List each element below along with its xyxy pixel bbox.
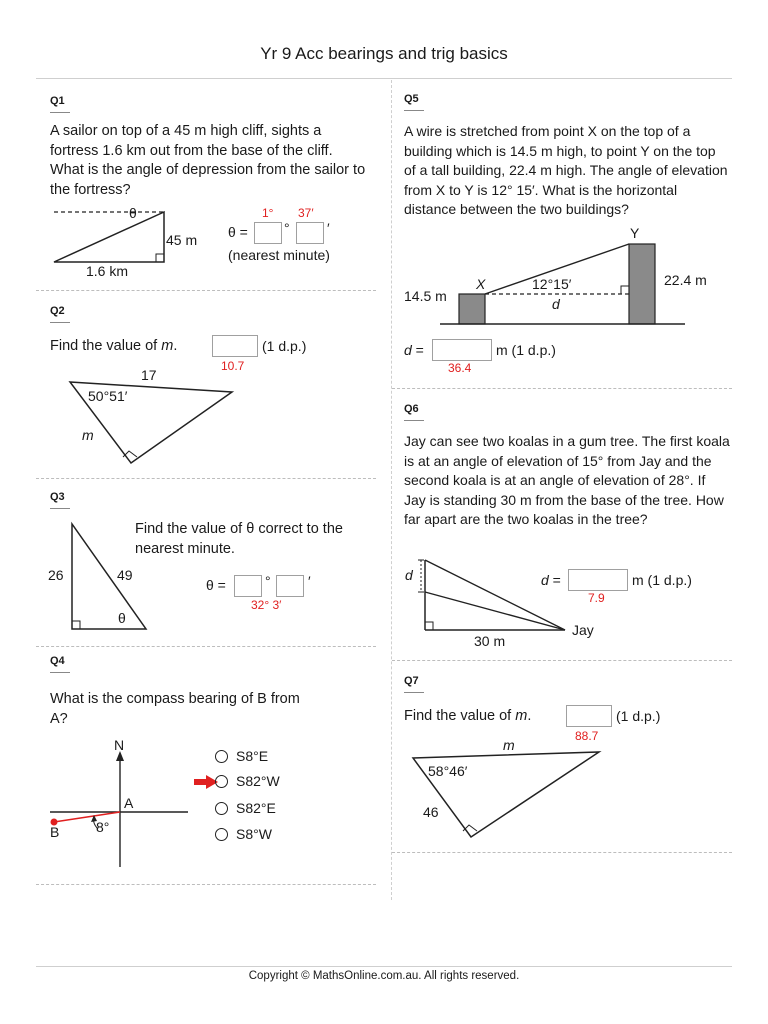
q5-label: Q5 <box>404 93 419 105</box>
q3-label: Q3 <box>50 491 65 503</box>
q5-height-left-label: 14.5 m <box>404 288 447 304</box>
q7-answer-input[interactable] <box>566 705 612 727</box>
q1-degrees-input[interactable] <box>254 222 282 244</box>
q2-label: Q2 <box>50 305 65 317</box>
q5-label-underline <box>404 110 424 111</box>
q7-side-m: m <box>503 737 515 753</box>
q7-angle-label: 58°46′ <box>428 763 468 779</box>
q1-separator <box>36 290 376 291</box>
q7-answer: 88.7 <box>575 729 599 743</box>
q1-question-text: A sailor on top of a 45 m high cliff, sights a fortress 1.6 km out from the base of the cliff. What is the angle of depression from the sailor to the fortress? <box>50 123 366 198</box>
q3-minute-symbol: ′ <box>308 573 311 589</box>
q1-theta-equals: θ = <box>228 224 248 240</box>
q3-theta-label: θ <box>118 610 126 626</box>
q2-prompt <box>50 338 177 354</box>
q5-d-equals: d = <box>404 342 424 358</box>
q1-label-underline <box>50 112 70 113</box>
q5-point-x-label: X <box>476 276 486 292</box>
q2-prompt-dot: . <box>173 338 178 354</box>
copyright-footer: Copyright © MathsOnline.com.au. All rights reserved. <box>248 970 520 982</box>
footer-divider <box>36 966 732 967</box>
q1-answer-degrees: 1° <box>262 206 274 220</box>
q1-theta-label: θ <box>129 205 137 221</box>
q6-answer-input[interactable] <box>568 569 628 591</box>
q4-option-radio-1[interactable] <box>215 750 228 763</box>
q4-separator <box>36 884 376 885</box>
q7-label-underline <box>404 692 424 693</box>
q3-side-49: 49 <box>117 567 133 583</box>
q5-point-y-label: Y <box>630 225 640 241</box>
q3-answer: 32° 3′ <box>251 598 282 612</box>
q6-question-text: Jay can see two koalas in a gum tree. The first koala is at an angle of elevation of 15° from Jay and the second koala is at an angle of elevation of 28°. If Jay is standing 30 m from the base of the tree. How far apart are the two koalas in the tree? <box>404 433 730 528</box>
q1-triangle-figure <box>50 205 180 265</box>
q4-option-label-1[interactable]: S8°E <box>236 748 269 764</box>
q3-degree-symbol: ° <box>265 573 271 589</box>
q4-option-label-3[interactable]: S82°E <box>236 800 276 816</box>
q1-rounding-note: (nearest minute) <box>228 247 330 263</box>
q5-angle-label: 12°15′ <box>532 276 572 292</box>
q3-separator <box>36 646 376 647</box>
q2-answer: 10.7 <box>221 359 245 373</box>
q5-separator <box>392 388 732 389</box>
q2-rounding-note: (1 d.p.) <box>262 338 307 354</box>
q5-question-text: A wire is stretched from point X on the top of a building which is 14.5 m high, to point Y on the top of a tall building, 22.4 m high. The angle of elevation from X to Y is 12° 15′. What is the horizontal distance between the two buildings? <box>404 123 728 218</box>
column-divider <box>391 80 392 900</box>
q6-d-symbol: d <box>541 572 549 588</box>
q2-prompt-text: Find the value of <box>50 338 158 354</box>
q1-label: Q1 <box>50 95 65 107</box>
q1-height-label: 45 m <box>166 232 198 248</box>
q7-prompt-dot: . <box>527 708 532 724</box>
q4-option-radio-2[interactable] <box>215 775 228 788</box>
q6-separator <box>392 660 732 661</box>
q5-answer: 36.4 <box>448 361 472 375</box>
q1-minute-symbol: ′ <box>327 220 330 236</box>
q3-theta-equals: θ = <box>206 577 226 593</box>
q3-side-26: 26 <box>48 567 64 583</box>
q4-option-radio-4[interactable] <box>215 828 228 841</box>
q2-label-underline <box>50 322 70 323</box>
q3-question-text: Find the value of θ correct to the nearest minute. <box>135 521 343 557</box>
q2-answer-input[interactable] <box>212 335 258 357</box>
q4-compass-figure <box>40 745 200 875</box>
q4-option-radio-3[interactable] <box>215 802 228 815</box>
q4-option-label-2[interactable]: S82°W <box>236 773 280 789</box>
q4-point-a-label: A <box>124 795 134 811</box>
q6-base-label: 30 m <box>474 633 506 649</box>
q7-variable: m <box>515 708 528 724</box>
q4-label-underline <box>50 672 70 673</box>
q4-angle-label: 8° <box>96 819 110 835</box>
q2-side-17: 17 <box>141 367 157 383</box>
q7-prompt <box>404 708 531 724</box>
q5-unit-note: m (1 d.p.) <box>496 342 556 358</box>
q7-prompt-text: Find the value of <box>404 708 512 724</box>
q3-degrees-input[interactable] <box>234 575 262 597</box>
q4-label: Q4 <box>50 655 65 667</box>
q2-triangle-figure <box>60 372 240 472</box>
q6-jay-label: Jay <box>572 622 594 638</box>
q2-side-m: m <box>82 427 94 443</box>
q6-koala-figure <box>415 556 575 636</box>
q6-answer: 7.9 <box>588 591 605 605</box>
q6-d-equals: d = <box>541 572 561 588</box>
q7-rounding-note: (1 d.p.) <box>616 708 661 724</box>
q5-d-symbol: d <box>404 342 412 358</box>
q4-point-b-label: B <box>50 824 60 840</box>
q6-label: Q6 <box>404 403 419 415</box>
q4-option-label-4[interactable]: S8°W <box>236 826 272 842</box>
q1-minutes-input[interactable] <box>296 222 324 244</box>
q6-unit-note: m (1 d.p.) <box>632 572 692 588</box>
q2-separator <box>36 478 376 479</box>
title-divider <box>36 78 732 79</box>
q6-d-label: d <box>405 567 413 583</box>
q7-separator <box>392 852 732 853</box>
q1-base-label: 1.6 km <box>86 263 129 279</box>
q7-side-46: 46 <box>423 804 439 820</box>
q7-label: Q7 <box>404 675 419 687</box>
q2-variable: m <box>161 338 174 354</box>
q2-angle-label: 50°51′ <box>88 388 128 404</box>
q6-label-underline <box>404 420 424 421</box>
q3-label-underline <box>50 508 70 509</box>
q5-distance-label: d <box>552 296 560 312</box>
q1-degree-symbol: ° <box>284 220 290 236</box>
page-title: Yr 9 Acc bearings and trig basics <box>260 44 508 63</box>
q5-height-right-label: 22.4 m <box>664 272 707 288</box>
q5-answer-input[interactable] <box>432 339 492 361</box>
q3-minutes-input[interactable] <box>276 575 304 597</box>
q4-north-label: N <box>114 737 125 753</box>
q1-answer-minutes: 37′ <box>298 206 314 220</box>
q4-question-text: What is the compass bearing of B from A? <box>50 691 300 727</box>
